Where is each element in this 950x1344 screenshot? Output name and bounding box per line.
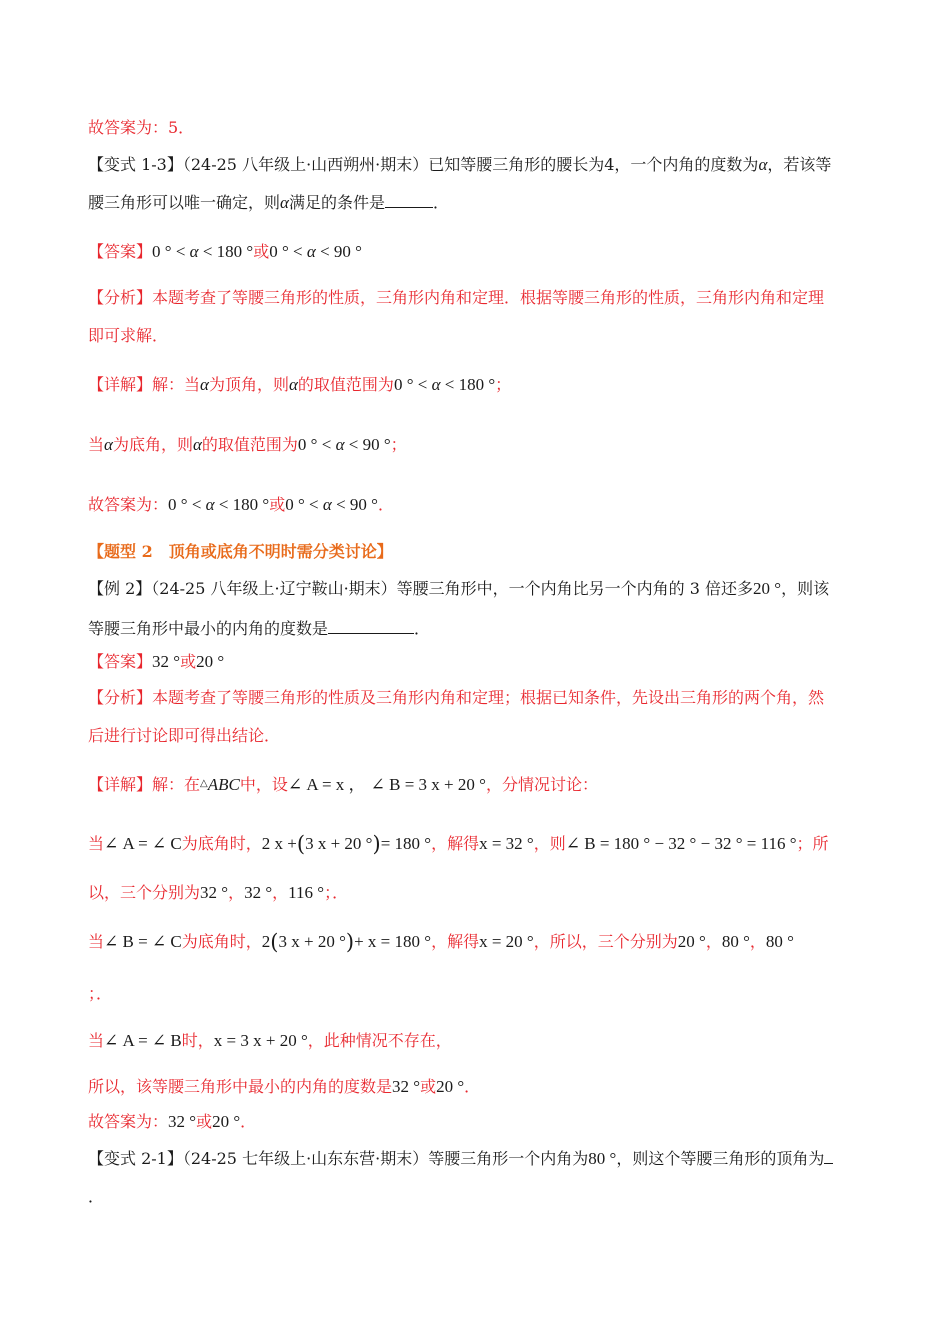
source-label: （24-25 八年级上·山西朔州·期末） — [182, 155, 429, 174]
math-expr: ABC — [207, 775, 240, 794]
answer-label: 【答案】 — [88, 652, 153, 671]
math-expr: 80 ° — [588, 1149, 617, 1168]
example-2-line-1 — [88, 578, 862, 600]
detail-text: 以，三个分别为 — [88, 883, 201, 902]
math-alpha: α — [192, 435, 202, 454]
math-expr: 32 ° — [244, 883, 273, 902]
close-paren: ) — [345, 930, 355, 954]
math-expr: < 180 ° — [214, 495, 270, 514]
math-expr: 0 ° < — [168, 495, 206, 514]
math-expr: < 90 ° — [331, 495, 378, 514]
math-expr: 20 ° — [196, 652, 225, 671]
detail-text: 中，设 — [239, 775, 288, 794]
separator: ， — [749, 932, 766, 951]
math-expr: 0 ° < — [393, 375, 432, 394]
detail-text: 为底角，则 — [112, 435, 193, 454]
detail-text: ； — [390, 435, 407, 454]
conjunction-text: 或 — [196, 1112, 213, 1131]
math-expr: ∠ A = x ， — [287, 775, 366, 794]
math-expr: 0 ° < — [297, 435, 336, 454]
math-expr: 32 ° — [200, 883, 229, 902]
section-heading — [88, 541, 862, 563]
analysis-line-1 — [88, 287, 862, 309]
math-expr: x = 32 ° — [479, 834, 534, 853]
answer-blank — [385, 191, 433, 208]
detail-text: ，解得 — [431, 932, 480, 951]
detail-line-5 — [88, 882, 862, 904]
separator: ， — [272, 883, 289, 902]
math-alpha: α — [189, 242, 199, 261]
math-expr: x = 20 ° — [479, 932, 534, 951]
math-alpha: α — [104, 435, 113, 454]
detail-text: 所以，该等腰三角形中最小的内角的度数是 — [88, 1077, 393, 1096]
source-label: （24-25 七年级上·山东东营·期末） — [182, 1149, 429, 1168]
math-expr: x = 3 x + 20 ° — [213, 1031, 308, 1050]
detail-line-1 — [88, 374, 862, 396]
math-expr: 32 ° — [392, 1077, 421, 1096]
question-text: 已知等腰三角形的腰长为4，一个内角的度数为 — [428, 155, 759, 174]
detail-line-4 — [88, 833, 862, 855]
open-paren: ( — [270, 930, 279, 954]
answer-line-2 — [88, 241, 862, 263]
math-expr: ∠ B = 3 x + 20 ° — [370, 775, 486, 794]
detail-text: ，此种情况不存在， — [307, 1031, 452, 1050]
question-text: 满足的条件是 — [288, 193, 385, 212]
detail-label: 【详解】 — [88, 375, 153, 394]
math-alpha: α — [288, 375, 298, 394]
math-expr: 80 ° — [765, 932, 794, 951]
detail-line-8 — [88, 1030, 862, 1052]
math-expr: 32 ° — [152, 652, 181, 671]
math-expr: 2 — [261, 932, 271, 951]
detail-text: 的取值范围为 — [297, 375, 394, 394]
detail-text: ；． — [88, 984, 113, 1003]
close-paren: ) — [372, 832, 381, 856]
question-text: 等腰三角形中，一个内角比另一个内角的 3 倍还多 — [396, 579, 754, 598]
variant-2-1-line-2 — [88, 1186, 862, 1208]
answer-text: 故答案为： — [88, 495, 169, 514]
answer-line-1 — [88, 117, 862, 139]
math-alpha: α — [322, 495, 332, 514]
analysis-text: 【分析】本题考查了等腰三角形的性质及三角形内角和定理；根据已知条件，先设出三角形的两个角，然 — [88, 688, 825, 707]
math-expr: < 180 ° — [440, 375, 496, 394]
detail-text: ，则 — [533, 834, 566, 853]
detail-text: ． — [464, 1077, 481, 1096]
math-expr: = 180 ° — [380, 834, 432, 853]
math-alpha: α — [306, 242, 316, 261]
math-alpha: α — [280, 193, 289, 212]
triangle-symbol: △ — [200, 778, 208, 789]
example-label: 【例 2】 — [88, 579, 152, 598]
math-expr: ∠ B = 180 ° − 32 ° − 32 ° = 116 ° — [565, 834, 797, 853]
math-expr: 20 ° — [212, 1112, 241, 1131]
detail-text: ； — [495, 375, 512, 394]
variant-1-3-line-2 — [88, 191, 862, 214]
math-expr: 20 ° — [677, 932, 706, 951]
math-expr: < 90 ° — [315, 242, 362, 261]
detail-line-9 — [88, 1076, 862, 1098]
answer-text: ． — [240, 1112, 257, 1131]
analysis-text: 后进行讨论即可得出结论． — [88, 726, 281, 745]
conjunction-text: 或 — [180, 652, 197, 671]
math-expr: + x = 180 ° — [354, 932, 432, 951]
conjunction-text: 或 — [269, 495, 286, 514]
variant-label: 【变式 2-1】 — [88, 1149, 183, 1168]
detail-text: 解：当 — [152, 375, 201, 394]
question-text: ． — [432, 193, 449, 212]
question-text: ． — [414, 619, 431, 638]
section-title: 【题型 2 顶角或底角不明时需分类讨论】 — [88, 542, 393, 561]
math-alpha: α — [335, 435, 345, 454]
math-expr: ∠ B = ∠ C — [104, 932, 182, 951]
variant-1-3-line-1 — [88, 154, 862, 176]
math-expr: 20 ° — [436, 1077, 465, 1096]
detail-line-6 — [88, 931, 862, 953]
analysis-line-3 — [88, 687, 862, 709]
detail-text: 解：在 — [152, 775, 201, 794]
separator: ， — [228, 883, 245, 902]
source-label: （24-25 八年级上·辽宁鞍山·期末） — [151, 579, 397, 598]
detail-text: 为底角时， — [181, 932, 262, 951]
detail-text: 时， — [181, 1031, 214, 1050]
answer-blank — [824, 1147, 833, 1164]
math-alpha: α — [431, 375, 441, 394]
answer-text: 故答案为： — [88, 1112, 169, 1131]
math-expr: 3 x + 20 ° — [278, 932, 346, 951]
conjunction-text: 或 — [420, 1077, 437, 1096]
detail-text: 当 — [88, 435, 105, 454]
detail-text: 当 — [88, 932, 105, 951]
answer-line-5 — [88, 1111, 862, 1133]
math-expr: ∠ A = ∠ B — [104, 1031, 182, 1050]
math-expr: 116 ° — [288, 883, 325, 902]
detail-text: ，解得 — [431, 834, 480, 853]
detail-text: ，分情况讨论： — [485, 775, 598, 794]
variant-2-1-line-1 — [88, 1147, 862, 1170]
math-expr: 20 ° — [753, 579, 782, 598]
math-expr: 80 ° — [721, 932, 750, 951]
math-expr: 2 x + — [261, 834, 297, 853]
question-text: ，若该等 — [767, 155, 832, 174]
question-text: 等腰三角形一个内角为 — [428, 1149, 589, 1168]
answer-line-4 — [88, 651, 862, 673]
analysis-line-4 — [88, 725, 862, 747]
question-text: ． — [88, 1187, 105, 1206]
question-text: ，则该 — [781, 579, 830, 598]
analysis-text: 即可求解． — [88, 326, 169, 345]
math-expr: 3 x + 20 ° — [305, 834, 373, 853]
detail-text: 当 — [88, 834, 105, 853]
math-expr: 0 ° < — [285, 495, 323, 514]
question-text: 等腰三角形中最小的内角的度数是 — [88, 619, 329, 638]
analysis-line-2 — [88, 325, 862, 347]
question-text: ，则这个等腰三角形的顶角为 — [616, 1149, 825, 1168]
math-alpha: α — [200, 375, 209, 394]
answer-text: ． — [377, 495, 394, 514]
detail-text: 为顶角，则 — [208, 375, 289, 394]
math-expr: 0 ° < — [269, 242, 307, 261]
question-text: 腰三角形可以唯一确定，则 — [88, 193, 281, 212]
math-expr: 0 ° < — [152, 242, 190, 261]
detail-text: 当 — [88, 1031, 105, 1050]
example-2-line-2 — [88, 617, 862, 640]
open-paren: ( — [296, 832, 306, 856]
math-alpha: α — [758, 155, 768, 174]
variant-label: 【变式 1-3】 — [88, 155, 183, 174]
math-expr: ∠ A = ∠ C — [104, 834, 182, 853]
answer-line-3 — [88, 494, 862, 516]
math-expr: < 180 ° — [198, 242, 254, 261]
detail-text: 的取值范围为 — [201, 435, 298, 454]
separator: ， — [705, 932, 722, 951]
answer-label: 【答案】 — [88, 242, 153, 261]
detail-line-7 — [88, 983, 862, 1005]
detail-text: ；所 — [796, 834, 829, 853]
detail-line-3 — [88, 773, 862, 796]
detail-line-2 — [88, 434, 862, 456]
math-alpha: α — [205, 495, 215, 514]
answer-blank — [328, 617, 414, 634]
detail-label: 【详解】 — [88, 775, 153, 794]
detail-text: ；． — [324, 883, 349, 902]
detail-text: 为底角时， — [181, 834, 262, 853]
analysis-text: 【分析】本题考查了等腰三角形的性质，三角形内角和定理．根据等腰三角形的性质，三角形内角和定理 — [88, 288, 825, 307]
conjunction-text: 或 — [253, 242, 270, 261]
detail-text: ，所以，三个分别为 — [533, 932, 678, 951]
math-expr: < 90 ° — [344, 435, 391, 454]
answer-text: 故答案为：5． — [88, 118, 195, 137]
math-expr: 32 ° — [168, 1112, 197, 1131]
